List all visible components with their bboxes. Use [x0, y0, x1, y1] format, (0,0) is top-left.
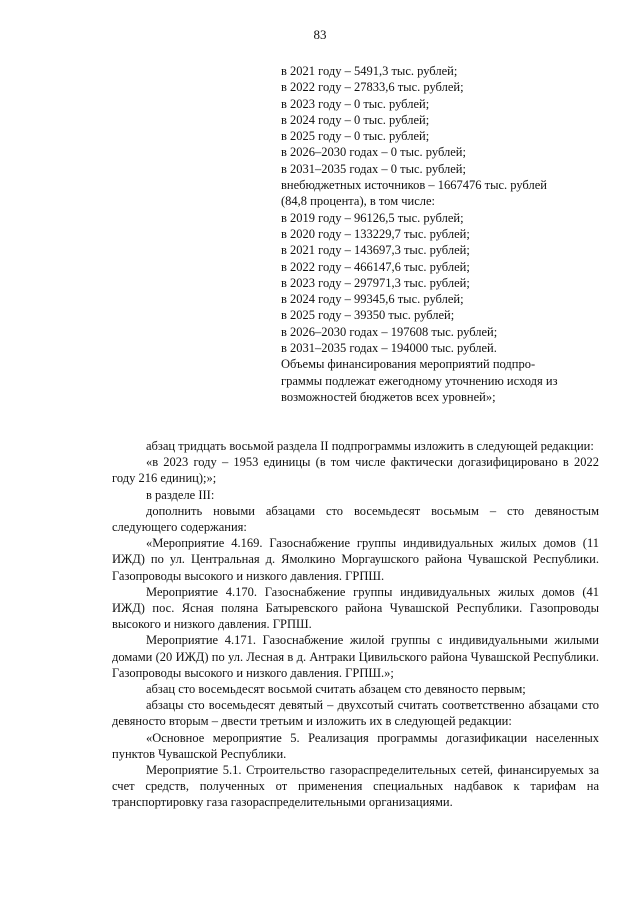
funding-line: возможностей бюджетов всех уровней»;: [281, 389, 496, 404]
funding-line: в 2025 году – 39350 тыс. рублей;: [281, 308, 455, 323]
funding-line: в 2019 году – 96126,5 тыс. рублей;: [281, 210, 464, 225]
funding-amounts-block: [281, 63, 558, 405]
funding-line: граммы подлежат ежегодному уточнению исходя из: [281, 373, 558, 388]
funding-line: внебюджетных источников – 1667476 тыс. рублей: [281, 178, 547, 193]
paragraph: «в 2023 году – 1953 единицы (в том числе фактически догазифицировано в 2022 году 216 единиц);»;: [112, 455, 599, 486]
funding-line: в 2021 году – 5491,3 тыс. рублей;: [281, 64, 458, 78]
funding-line: (84,8 процента), в том числе:: [281, 194, 436, 209]
paragraph: абзацы сто восемьдесят девятый – двухсотый считать соответственно абзацами сто девяносто вторым – двести третьим и изложить их в следующей редакции:: [112, 698, 599, 729]
funding-line: Объемы финансирования мероприятий подпро-: [281, 357, 536, 372]
paragraph: в разделе III:: [146, 487, 215, 502]
paragraph: «Мероприятие 4.169. Газоснабжение группы индивидуальных жилых домов (11 ИЖД) по ул. Центральная д. Ямолкино Моргаушского района Чувашской Республики. Газопроводы высокого и низкого давления. ГРПШ.: [112, 536, 599, 583]
paragraph: Мероприятие 5.1. Строительство газораспределительных сетей, финансируемых за счет средств, полученных от применения специальных надбавок к тарифам на транспортировку газа газораспределительными организациями.: [112, 763, 599, 810]
funding-line: в 2026–2030 годах – 197608 тыс. рублей;: [281, 324, 498, 339]
funding-line: в 2021 году – 143697,3 тыс. рублей;: [281, 243, 470, 258]
page-number: 83: [313, 27, 327, 42]
paragraph: абзац тридцать восьмой раздела II подпрограммы изложить в следующей редакции:: [146, 439, 594, 453]
funding-line: в 2026–2030 годах – 0 тыс. рублей;: [281, 145, 466, 160]
funding-line: в 2022 году – 466147,6 тыс. рублей;: [281, 259, 470, 274]
paragraph: Мероприятие 4.170. Газоснабжение группы индивидуальных жилых домов (41 ИЖД) пос. Ясная поляна Батыревского района Чувашской Республики. Газопроводы высокого и низкого давления. ГРПШ.: [112, 584, 599, 632]
funding-line: в 2024 году – 0 тыс. рублей;: [281, 112, 430, 127]
paragraph: Мероприятие 4.171. Газоснабжение жилой группы с индивидуальными жилыми домами (20 ИЖД) по ул. Лесная в д. Антраки Цивильского района Чувашской Республики. Газопроводы высокого и низкого давления. ГРПШ.»;: [112, 633, 599, 680]
paragraph: «Основное мероприятие 5. Реализация программы догазификации населенных пунктов Чувашской Республики.: [112, 730, 599, 761]
funding-line: в 2020 году – 133229,7 тыс. рублей;: [281, 226, 470, 241]
paragraph: абзац сто восемьдесят восьмой считать абзацем сто девяносто первым;: [146, 682, 526, 697]
funding-line: в 2022 году – 27833,6 тыс. рублей;: [281, 80, 464, 95]
funding-line: в 2024 году – 99345,6 тыс. рублей;: [281, 292, 464, 307]
funding-line: в 2031–2035 годах – 0 тыс. рублей;: [281, 161, 466, 176]
funding-line: в 2031–2035 годах – 194000 тыс. рублей.: [281, 341, 497, 356]
funding-line: в 2023 году – 297971,3 тыс. рублей;: [281, 275, 470, 290]
funding-line: в 2025 году – 0 тыс. рублей;: [281, 129, 430, 144]
paragraph: дополнить новыми абзацами сто восемьдесят восьмым – сто девяностым следующего содержания:: [112, 503, 599, 535]
amendment-text: [112, 438, 599, 811]
funding-line: в 2023 году – 0 тыс. рублей;: [281, 96, 430, 111]
